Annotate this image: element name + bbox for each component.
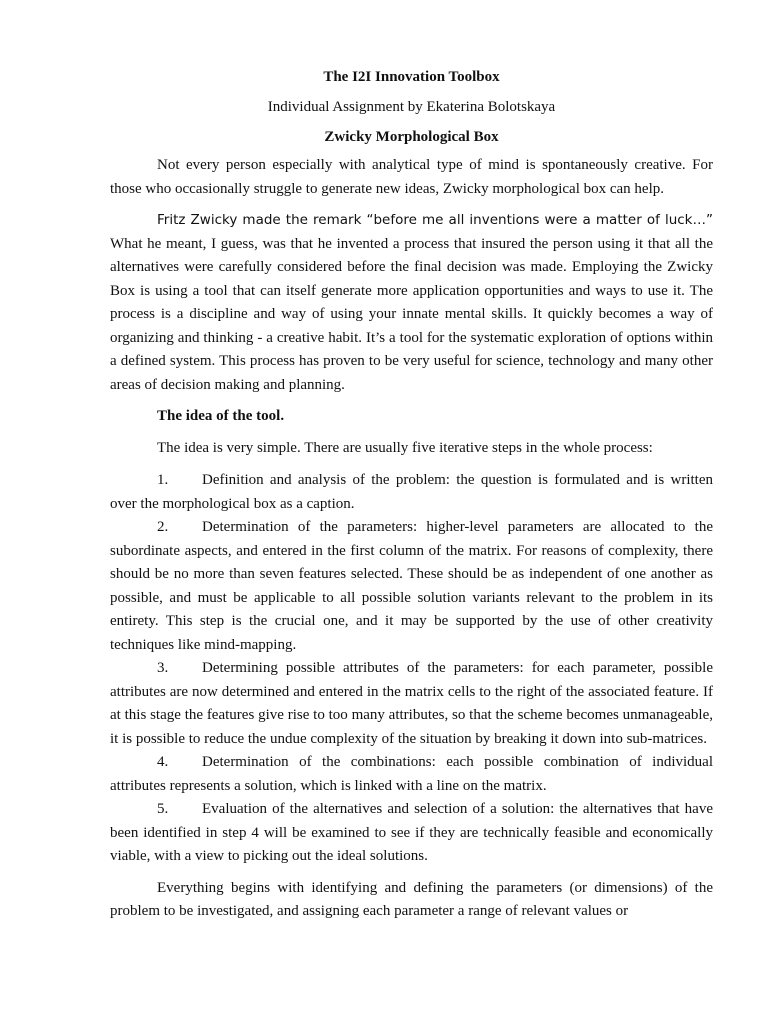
document-subtitle: Individual Assignment by Ekaterina Bolotskaya bbox=[267, 99, 556, 115]
step-number: 2. bbox=[157, 519, 169, 535]
document-page bbox=[110, 66, 713, 932]
paragraph-zwicky bbox=[110, 209, 713, 397]
step-number: 4. bbox=[157, 754, 169, 770]
paragraph-last: Everything begins with identifying and defining the parameters (or dimensions) of the problem to be investigated, and assigning each parameter a range of relevant values or bbox=[110, 879, 713, 919]
steps-list bbox=[110, 469, 713, 869]
list-item bbox=[110, 516, 713, 657]
step-text: Determination of the combinations: each possible combination of individual attributes represents a solution, which is linked with a line on the matrix. bbox=[110, 754, 713, 794]
paragraph-intro: Not every person especially with analytical type of mind is spontaneously creative. For those who occasionally struggle to generate new ideas, Zwicky morphological box can help. bbox=[110, 157, 713, 197]
paragraph-zwicky-text: What he meant, I guess, was that he invented a process that insured the person using it that all the alternatives were carefully considered before the final decision was made. Employing the Zwicky Box is using a tool that can itself generate more application opportunities and ways to use it. The process is a discipline and way of using your innate mental skills. It quickly becomes a way of organizing and thinking - a creative habit. It’s a tool for the systematic exploration of options within a defined system. This process has proven to be very useful for science, technology and many other areas of decision making and planning. bbox=[110, 235, 713, 393]
step-text: Determination of the parameters: higher-level parameters are allocated to the subordinate aspects, and entered in the first column of the matrix. For reasons of complexity, there should be no more than seven features selected. These should be as independent of one another as possible, and must be applicable to all possible solution variants relevant to the problem in its entirety. This step is the crucial one, and it may be supported by the use of other creativity techniques like mind-mapping. bbox=[110, 519, 713, 653]
step-text: Evaluation of the alternatives and selection of a solution: the alternatives that have been identified in step 4 will be examined to see if they are technically feasible and economically viable, with a view to picking out the ideal solutions. bbox=[110, 801, 713, 864]
step-number: 5. bbox=[157, 801, 169, 817]
section-title: Zwicky Morphological Box bbox=[324, 129, 499, 145]
list-item bbox=[110, 657, 713, 751]
list-item bbox=[110, 469, 713, 516]
document-title: The I2I Innovation Toolbox bbox=[323, 69, 500, 85]
step-text: Definition and analysis of the problem: the question is formulated and is written over the morphological box as a caption. bbox=[110, 472, 713, 512]
zwicky-quote: Fritz Zwicky made the remark “before me all inventions were a matter of luck…” bbox=[157, 212, 713, 228]
step-text: Determining possible attributes of the parameters: for each parameter, possible attributes are now determined and entered in the matrix cells to the right of the associated feature. If at this stage the features give rise to too many attributes, so that the scheme becomes unmanageable, it is possible to reduce the undue complexity of the situation by breaking it down into sub-matrices. bbox=[110, 660, 713, 747]
idea-heading: The idea of the tool. bbox=[157, 408, 285, 424]
idea-intro: The idea is very simple. There are usually five iterative steps in the whole process: bbox=[157, 440, 653, 456]
step-number: 1. bbox=[157, 472, 169, 488]
list-item bbox=[110, 798, 713, 869]
list-item bbox=[110, 751, 713, 798]
step-number: 3. bbox=[157, 660, 169, 676]
